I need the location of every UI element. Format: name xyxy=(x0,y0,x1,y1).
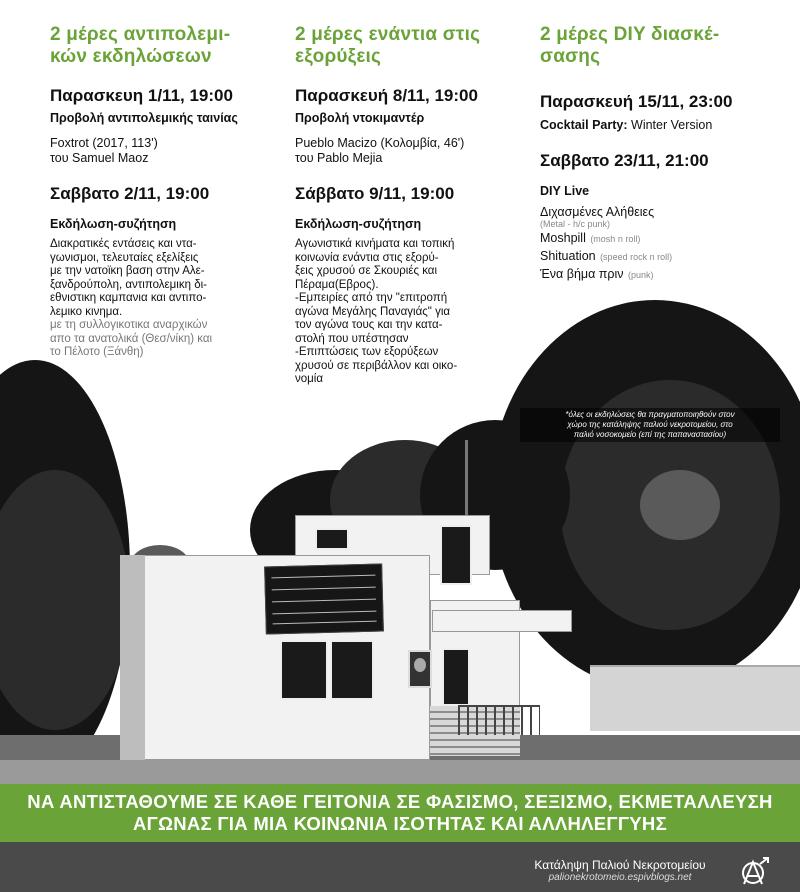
event-subtitle: Cocktail Party: Winter Version xyxy=(540,118,713,132)
event-discussion xyxy=(295,184,513,387)
column-title: 2 μέρες DIY διασκέ- σασης xyxy=(540,24,720,67)
event-description: Διακρατικές εντάσεις και ντα- γωνισμοι, τελευταίες εξελίξεις με την νατοϊκη βαση στην Αλε- ξανδρούπολη, αντιπολεμικη δι- εθνιστικη καμπανια και αντιπο- λεμικο κινημα. xyxy=(50,238,207,318)
band-list xyxy=(540,205,780,283)
building-sign xyxy=(264,563,384,634)
event-diy-live xyxy=(540,151,780,283)
event-date: Παρασκευή 15/11, 23:00 xyxy=(540,92,733,111)
event-date: Παρασκευή 8/11, 19:00 xyxy=(295,86,478,105)
event-subtitle: Εκδήλωση-συζήτηση xyxy=(295,217,422,231)
slogan-banner: ΝΑ ΑΝΤΙΣΤΑΘΟΥΜΕ ΣΕ ΚΑΘΕ ΓΕΙΤΟΝΙΑ ΣΕ ΦΑΣΙΣΜΟ, ΣΕΞΙΣΜΟ, ΕΚΜΕΤΑΛΛΕΥΣΗ ΑΓΩΝΑΣ ΓΙΑ ΜΙΑ ΚΟΙΝΩΝΙΑ ΙΣΟΤΗΤΑΣ ΚΑΙ ΑΛΛΗΛΕΓΓΥΗΣ xyxy=(0,784,800,842)
column-antiwar xyxy=(50,24,275,360)
anarchy-symbol-icon xyxy=(738,856,772,886)
event-description: Αγωνιστικά κινήματα και τοπική κοινωνία ενάντια στις εξορύ- ξεις χρυσού σε Σκουριές και Πέραμα(Εβρος). -Εμπειρίες από την "επιτροπή αγώνα Μεγάλης Παναγιάς" για τον αγώνα τους και την κατα- στολή που υπέστησαν -Επιπτώσεις των εξορύξεων χρυσού σε περιβάλλον και οικο- νομία xyxy=(295,238,458,385)
column-title: 2 μέρες αντιπολεμι- κών εκδηλώσεων xyxy=(50,24,231,67)
event-date: Σαββατο 23/11, 21:00 xyxy=(540,151,709,170)
event-subtitle: Εκδήλωση-συζήτηση xyxy=(50,217,177,231)
wall-poster xyxy=(408,650,432,688)
event-organizers: με τη συλλογικοτικα αναρχικών απο τα ανατολικά (Θεσ/νίκη) και το Πέλοτο (Ξάνθη) xyxy=(50,319,213,358)
event-details: Pueblo Macizo (Κολομβία, 46') του Pablo Mejia xyxy=(295,136,465,165)
event-date: Σαββατο 2/11, 19:00 xyxy=(50,184,210,203)
event-cocktail-party xyxy=(540,92,780,133)
event-subtitle: Προβολή αντιπολεμικής ταινίας xyxy=(50,111,238,125)
event-date: Παρασκευη 1/11, 19:00 xyxy=(50,86,233,105)
list-item: Ένα βήμα πριν (punk) xyxy=(540,267,654,281)
list-item: Διχασμένες Αλήθειες (Metal - h/c punk) xyxy=(540,205,655,229)
venue-footnote: *όλες οι εκδηλώσεις θα πραγματοποιηθούν στον χώρο της κατάληψης παλιού νεκροτομείου, στο παλιό νοσοκομείο (επί της παπαναστασίου) xyxy=(520,408,780,442)
column-anti-mining xyxy=(295,24,513,387)
event-screening xyxy=(50,86,275,166)
column-title: 2 μέρες ενάντια στις εξορύξεις xyxy=(295,24,481,67)
list-item: Moshpill (mosh n roll) xyxy=(540,231,641,245)
event-discussion xyxy=(50,184,275,360)
event-subtitle: Προβολή ντοκιμαντέρ xyxy=(295,111,425,125)
event-date: Σάββατο 9/11, 19:00 xyxy=(295,184,455,203)
organizer-credit: Κατάληψη Παλιού Νεκροτομείου palionekrotomeio.espivblogs.net xyxy=(534,858,706,883)
event-screening xyxy=(295,86,513,166)
event-subtitle: DIY Live xyxy=(540,184,590,198)
column-diy xyxy=(540,24,780,283)
list-item: Shituation (speed rock n roll) xyxy=(540,249,673,263)
event-details: Foxtrot (2017, 113') του Samuel Maoz xyxy=(50,136,158,165)
